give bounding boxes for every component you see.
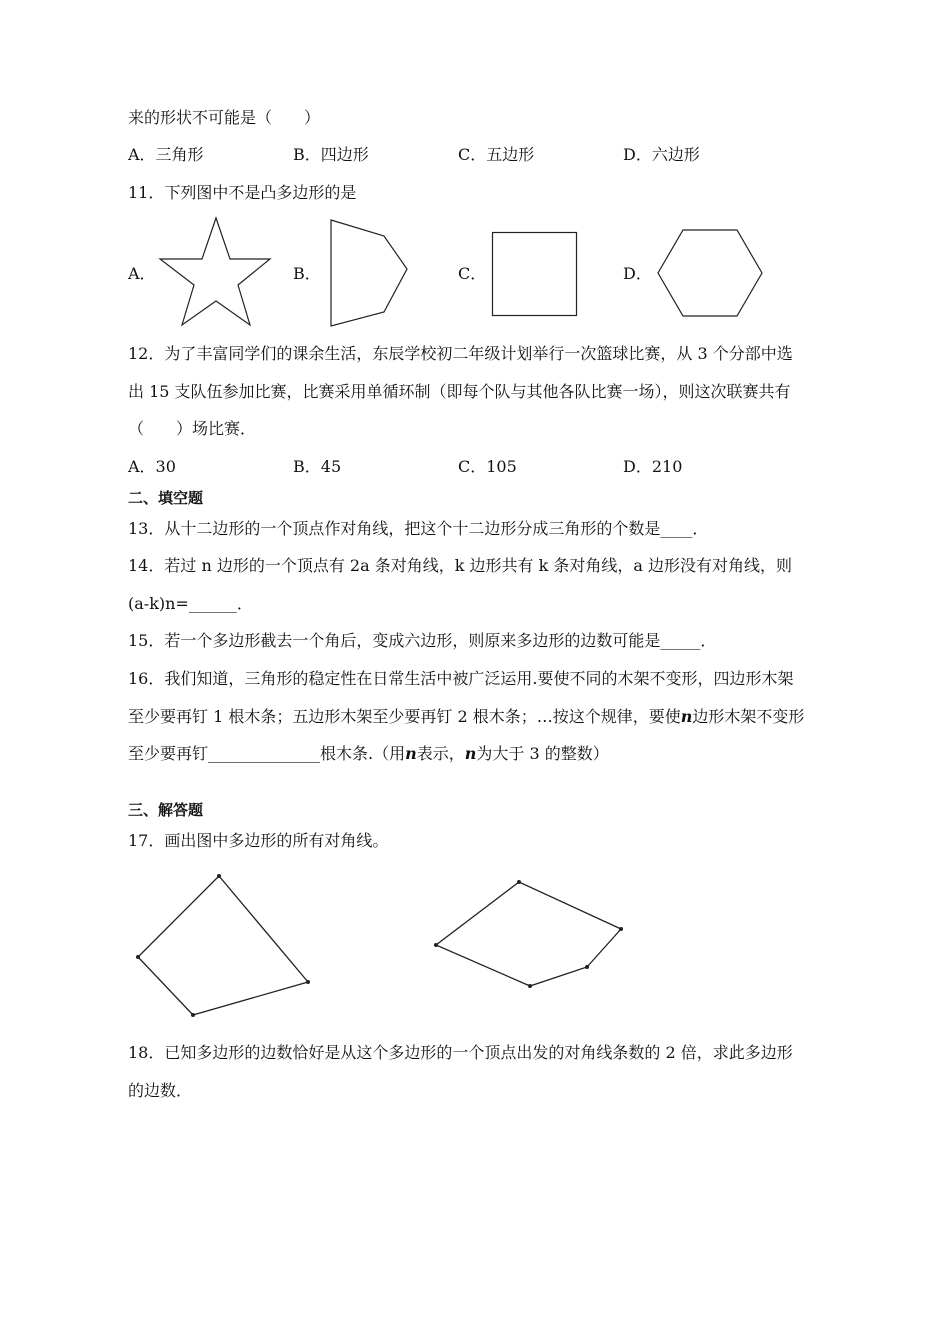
q16-line-2: 至少要再钉 1 根木条；五边形木架至少要再钉 2 根木条；…按这个规律，要使n边形木架不变形 [128,707,805,726]
q18-line-2: 的边数． [128,1081,193,1100]
q10-option-b: B．四边形 [293,145,369,164]
square-icon [485,225,585,325]
q15-text: 15．若一个多边形截去一个角后，变成六边形，则原来多边形的边数可能是_____． [128,631,717,650]
q11-label-c: C． [458,264,487,283]
q10-option-d: D．六边形 [623,145,700,164]
q13-text: 13．从十二边形的一个顶点作对角线，把这个十二边形分成三角形的个数是____． [128,519,709,538]
q12-line-1: 12．为了丰富同学们的课余生活，东辰学校初二年级计划举行一次篮球比赛，从 3 个分部中选 [128,344,793,363]
quadrilateral-figure [130,868,320,1023]
q11-stem: 11．下列图中不是凸多边形的是 [128,183,357,202]
q11-label-b: B． [293,264,321,283]
q12-option-c: C．105 [458,457,517,476]
q12-option-a: A．30 [128,457,176,476]
q12-option-b: B．45 [293,457,342,476]
hexagon-icon [650,222,770,322]
q14-line-2: (a-k)n=______． [128,594,253,613]
q10-option-c: C．五边形 [458,145,535,164]
q10-option-a: A．三角形 [128,145,204,164]
q12-option-d: D．210 [623,457,683,476]
pentagon-icon [325,215,415,330]
q16-line-1: 16．我们知道，三角形的稳定性在日常生活中被广泛运用.要使不同的木架不变形，四边形木架 [128,669,794,688]
q17-text: 17．画出图中多边形的所有对角线。 [128,831,389,850]
q12-line-2: 出 15 支队伍参加比赛，比赛采用单循环制（即每个队与其他各队比赛一场），则这次联赛共有 [128,382,791,401]
section-3-title: 三、解答题 [128,801,204,819]
q10-stem-tail: 来的形状不可能是（ ） [128,108,321,127]
star-icon [150,212,280,332]
section-2-title: 二、填空题 [128,489,204,507]
q18-line-1: 18．已知多边形的边数恰好是从这个多边形的一个顶点出发的对角线条数的 2 倍，求此多边形 [128,1043,793,1062]
q11-label-d: D． [623,264,652,283]
pentagon-figure [428,873,628,993]
q14-line-1: 14．若过 n 边形的一个顶点有 2a 条对角线，k 边形共有 k 条对角线，a 边形没有对角线，则 [128,556,793,575]
q11-label-a: A． [128,264,156,283]
q16-line-3: 至少要再钉______________根木条.（用n表示，n为大于 3 的整数） [128,744,609,763]
q12-line-3: （ ）场比赛． [128,419,257,438]
